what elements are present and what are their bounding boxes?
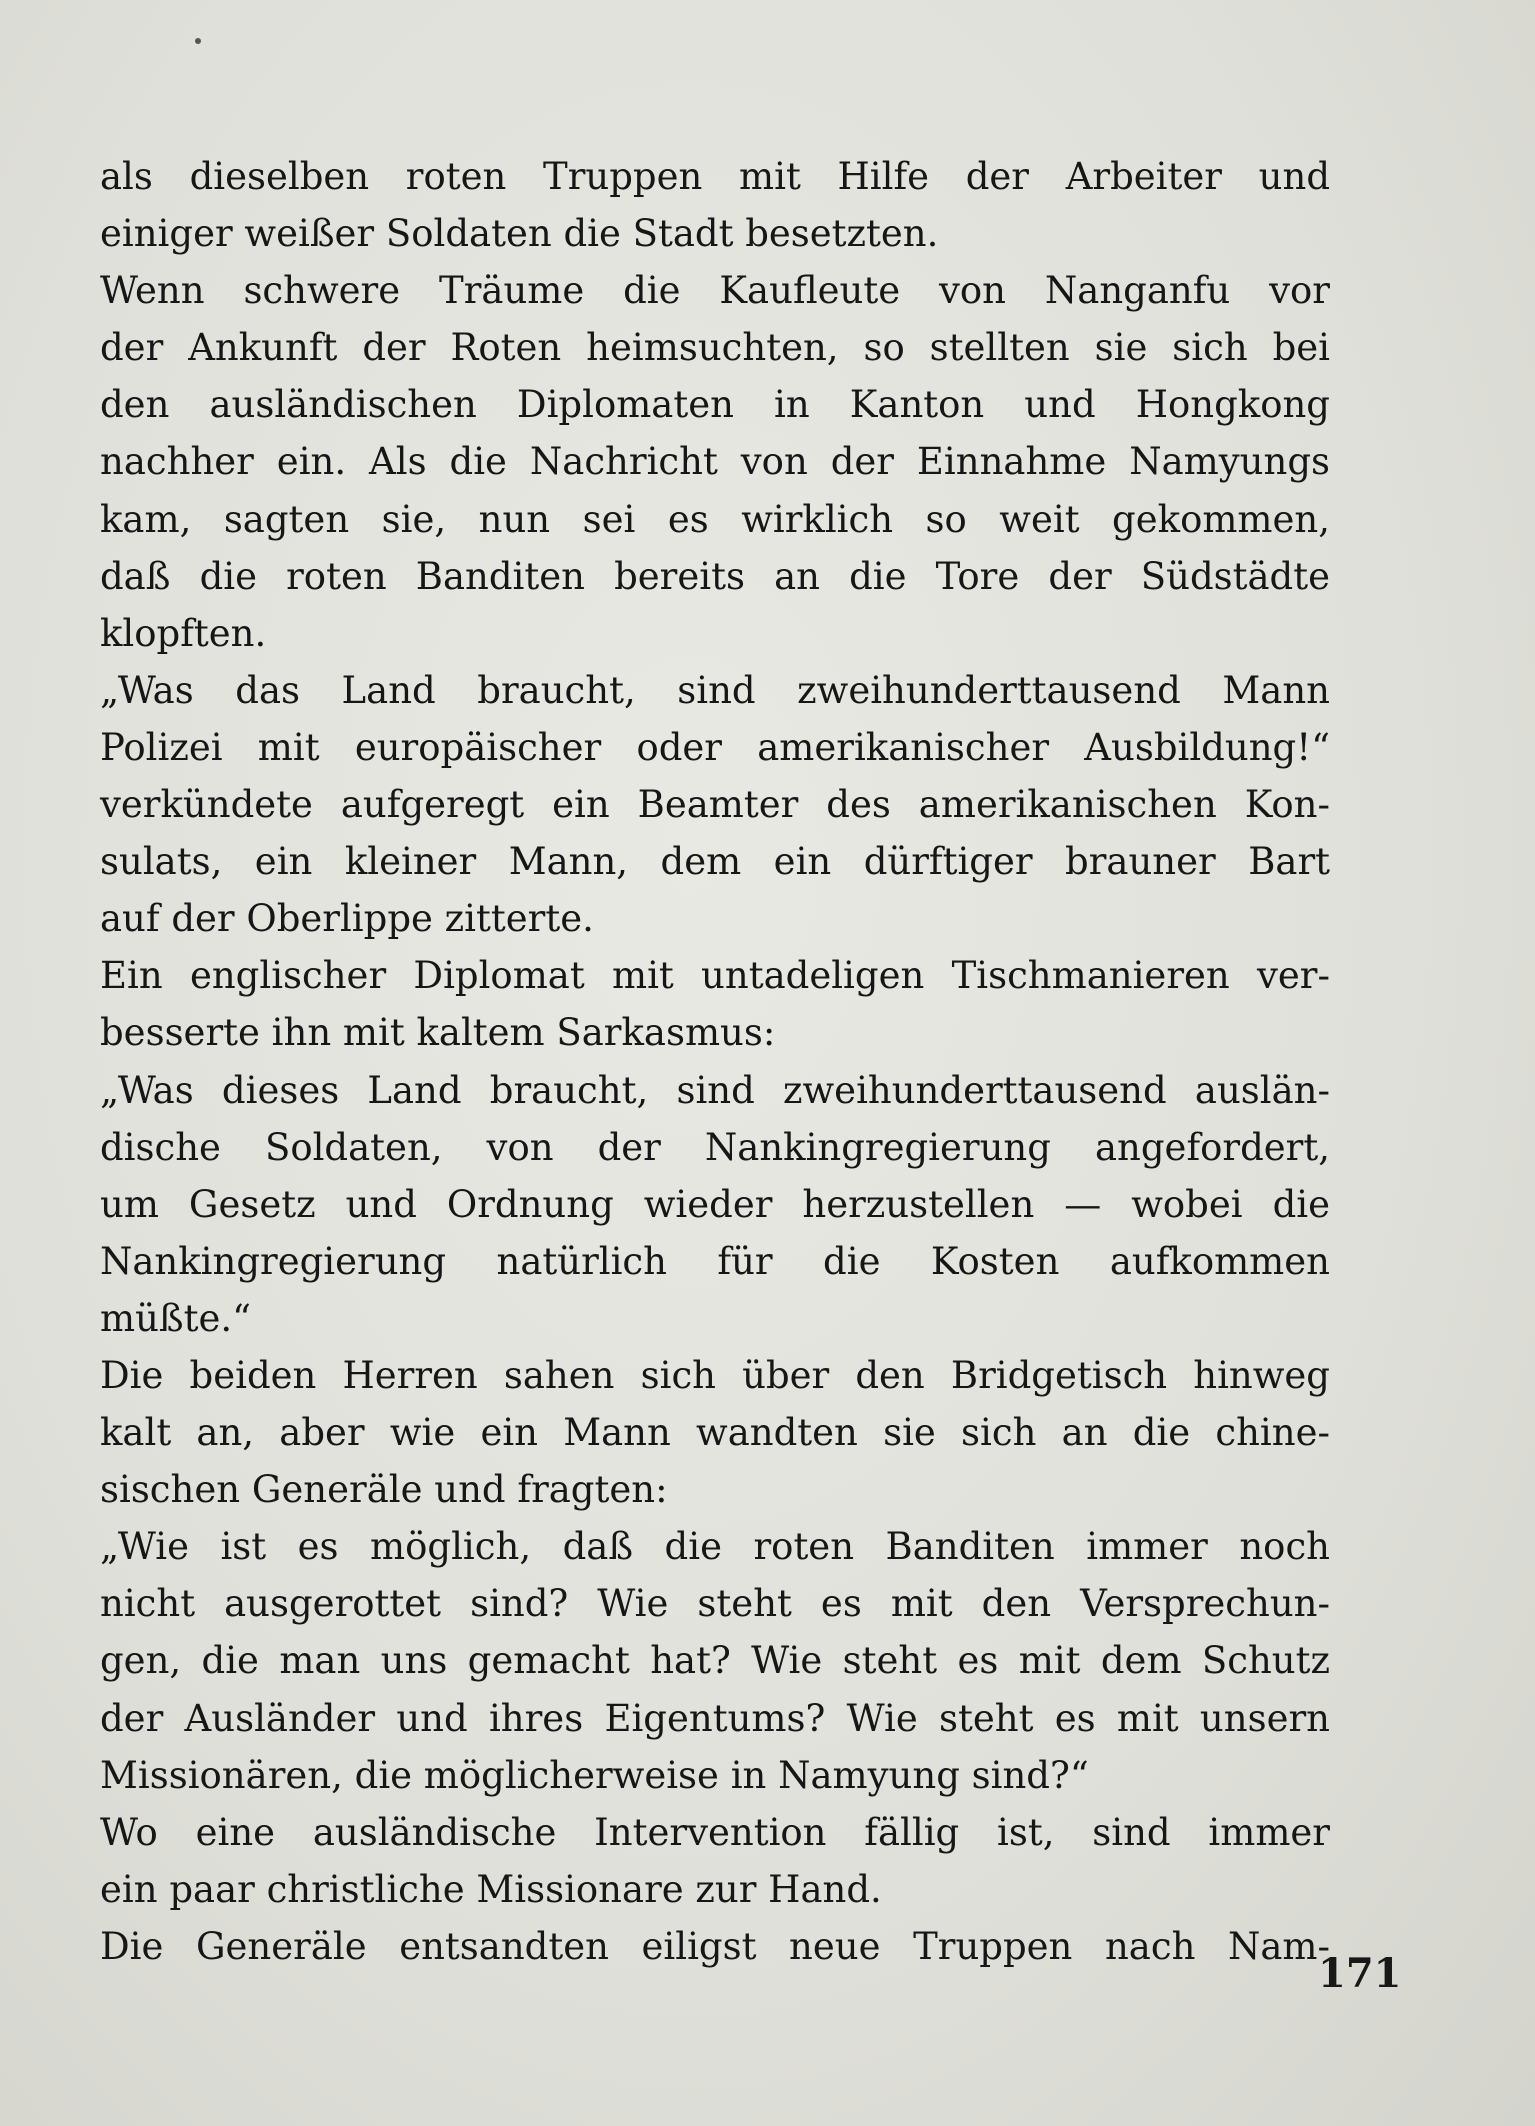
text-line: ein paar christliche Missionare zur Hand. (100, 1867, 882, 1911)
text-line: Die beiden Herren sahen sich über den Bridgetisch hinweg (100, 1353, 1330, 1397)
text-line: daß die roten Banditen bereits an die Tore der Südstädte (100, 554, 1330, 598)
text-line: Ein englischer Diplomat mit untadeligen Tischmanieren ver- (100, 954, 1330, 998)
body-text (100, 148, 1330, 1975)
text-line: der Ankunft der Roten heimsuchten, so stellten sie sich bei (100, 326, 1330, 370)
text-line: Missionären, die möglicherweise in Namyung sind?“ (100, 1753, 1089, 1797)
text-line: müßte.“ (100, 1296, 252, 1340)
text-line: Die Generäle entsandten eiligst neue Truppen nach Nam- (100, 1924, 1330, 1968)
print-speck (195, 38, 201, 44)
text-line: besserte ihn mit kaltem Sarkasmus: (100, 1011, 776, 1055)
text-line: kalt an, aber wie ein Mann wandten sie sich an die chine- (100, 1411, 1330, 1455)
text-line: Polizei mit europäischer oder amerikanischer Ausbildung!“ (100, 725, 1330, 769)
text-line: dische Soldaten, von der Nankingregierung angefordert, (100, 1125, 1330, 1169)
text-line: sischen Generäle und fragten: (100, 1468, 668, 1512)
text-line: um Gesetz und Ordnung wieder herzustellen — wobei die (100, 1182, 1330, 1226)
text-line: klopften. (100, 611, 267, 655)
text-line: der Ausländer und ihres Eigentums? Wie steht es mit unsern (100, 1696, 1330, 1740)
text-line: nicht ausgerottet sind? Wie steht es mit den Versprechun- (100, 1582, 1330, 1626)
text-line: nachher ein. Als die Nachricht von der Einnahme Namyungs (100, 440, 1330, 484)
text-line: auf der Oberlippe zitterte. (100, 897, 594, 941)
text-line: den ausländischen Diplomaten in Kanton und Hongkong (100, 383, 1330, 427)
text-line: kam, sagten sie, nun sei es wirklich so weit gekommen, (100, 497, 1330, 541)
text-line: „Wie ist es möglich, daß die roten Banditen immer noch (100, 1525, 1330, 1569)
text-line: „Was das Land braucht, sind zweihunderttausend Mann (100, 668, 1330, 712)
text-line: Wenn schwere Träume die Kaufleute von Nanganfu vor (100, 269, 1330, 313)
text-line: Nankingregierung natürlich für die Kosten aufkommen (100, 1239, 1330, 1283)
text-line: „Was dieses Land braucht, sind zweihunderttausend auslän- (100, 1068, 1330, 1112)
page-number: 171 (1318, 1950, 1402, 1997)
text-line: verkündete aufgeregt ein Beamter des amerikanischen Kon- (100, 783, 1330, 827)
text-line: sulats, ein kleiner Mann, dem ein dürftiger brauner Bart (100, 840, 1330, 884)
text-line: Wo eine ausländische Intervention fällig ist, sind immer (100, 1810, 1330, 1854)
text-line: als dieselben roten Truppen mit Hilfe der Arbeiter und (100, 155, 1330, 198)
text-line: einiger weißer Soldaten die Stadt besetzten. (100, 212, 939, 256)
text-line: gen, die man uns gemacht hat? Wie steht es mit dem Schutz (100, 1639, 1330, 1683)
